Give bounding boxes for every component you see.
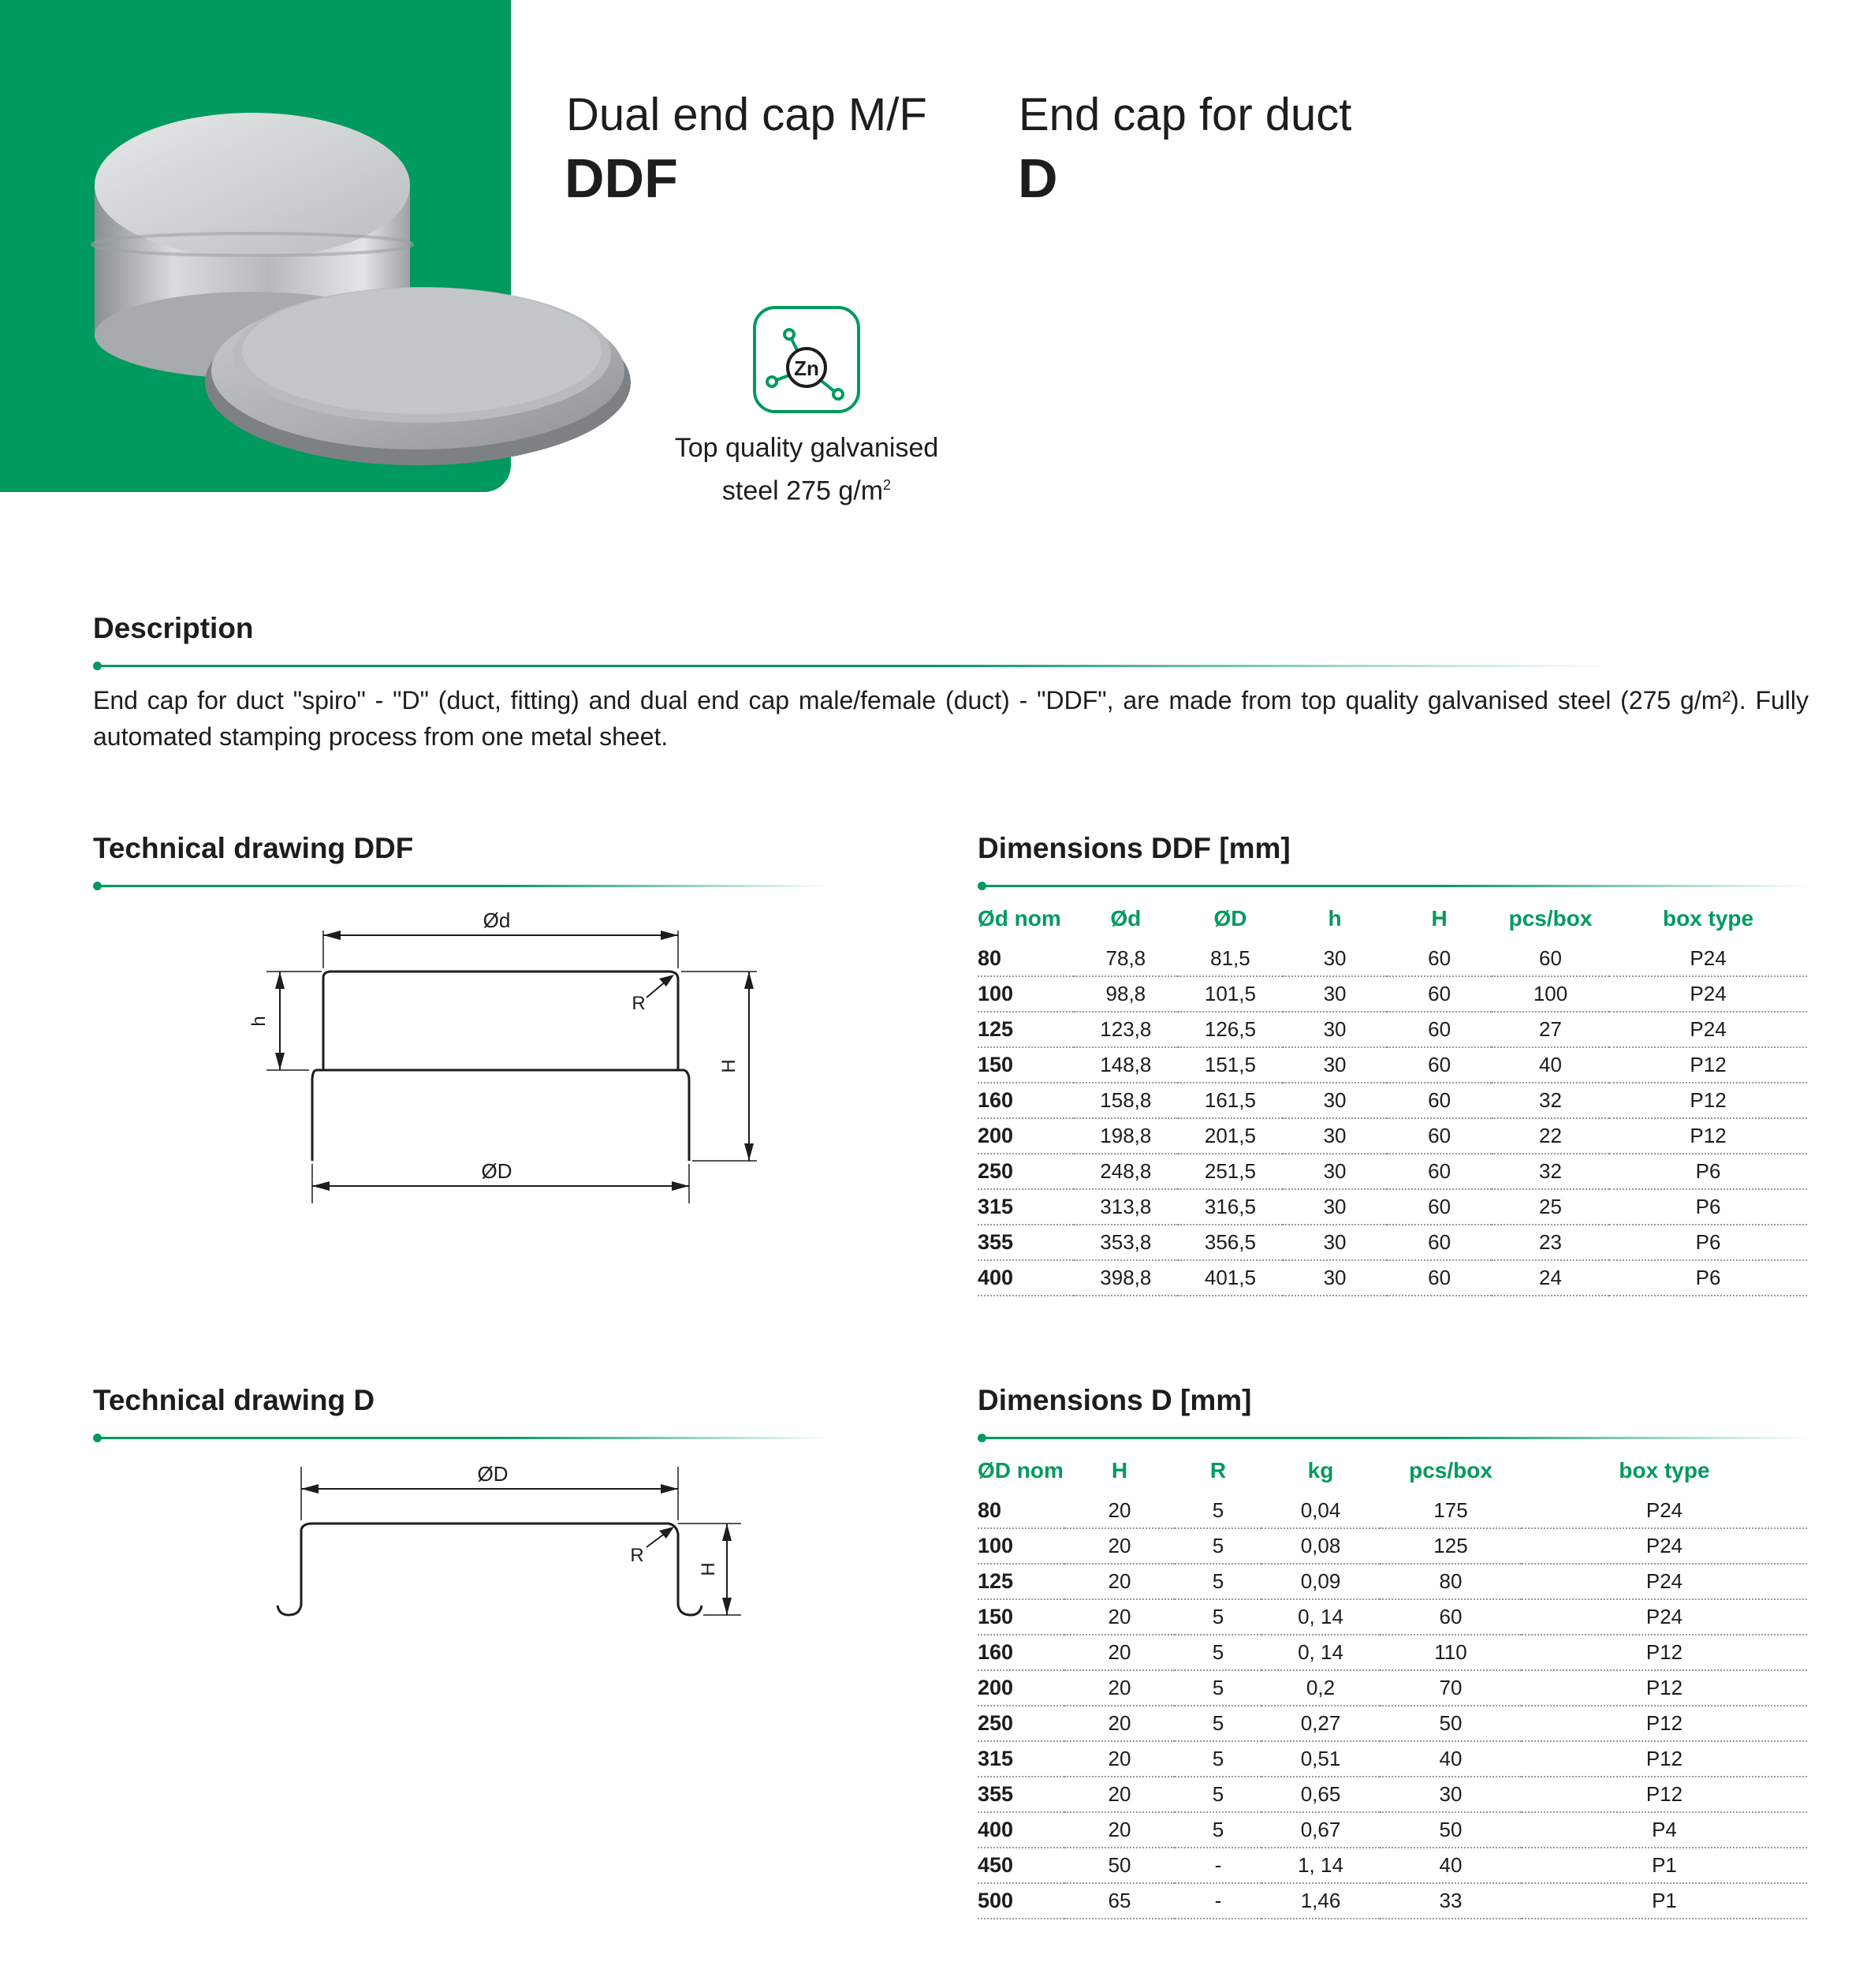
table-cell: P6 <box>1609 1260 1807 1296</box>
table-cell: 150 <box>978 1599 1064 1635</box>
table-cell: 398,8 <box>1074 1260 1179 1296</box>
table-cell: 20 <box>1064 1777 1175 1812</box>
column-header: pcs/box <box>1508 906 1593 931</box>
table-row <box>978 1564 1807 1599</box>
section-rule <box>982 1437 1810 1439</box>
table-cell: 60 <box>1387 1154 1492 1189</box>
table-cell: 20 <box>1064 1670 1175 1706</box>
table-cell: 40 <box>1492 1047 1609 1083</box>
table-cell: 0, 14 <box>1261 1599 1380 1635</box>
table-cell: 20 <box>1064 1564 1175 1599</box>
section-rule <box>98 1437 831 1439</box>
table-cell: 70 <box>1380 1670 1522 1706</box>
table-cell: - <box>1175 1848 1261 1883</box>
table-cell: 126,5 <box>1178 1012 1283 1047</box>
table-row <box>978 1741 1807 1777</box>
table-cell: P12 <box>1522 1741 1807 1777</box>
table-cell: P24 <box>1522 1599 1807 1635</box>
table-cell: 20 <box>1064 1706 1175 1741</box>
table-cell: 80 <box>978 942 1074 976</box>
table-cell: 400 <box>978 1812 1064 1848</box>
column-header: H <box>1111 1458 1128 1483</box>
table-row <box>978 1812 1807 1848</box>
zinc-icon <box>753 306 860 413</box>
table-cell: 30 <box>1283 1260 1388 1296</box>
product1-name: Dual end cap M/F <box>566 89 927 140</box>
table-ddf <box>978 896 1807 1296</box>
column-header: box type <box>1662 906 1754 931</box>
table-cell: 60 <box>1387 1083 1492 1118</box>
table-cell: 60 <box>1387 1189 1492 1225</box>
table-cell: 5 <box>1175 1528 1261 1564</box>
table-cell: 20 <box>1064 1635 1175 1670</box>
drawing-d-label-R: R <box>630 1545 644 1566</box>
table-cell: 400 <box>978 1260 1074 1296</box>
table-cell: 27 <box>1492 1012 1609 1047</box>
drawing-ddf-label-h: h <box>248 1016 270 1027</box>
table-cell: 40 <box>1380 1848 1522 1883</box>
table-d <box>978 1448 1807 1919</box>
table-cell: 40 <box>1380 1741 1522 1777</box>
table-row <box>978 1494 1807 1528</box>
table-cell: 60 <box>1387 1260 1492 1296</box>
table-cell: 23 <box>1492 1225 1609 1260</box>
product2-name: End cap for duct <box>1019 89 1352 140</box>
table-cell: 65 <box>1064 1883 1175 1919</box>
table-cell: 0,08 <box>1261 1528 1380 1564</box>
table-cell: 30 <box>1380 1777 1522 1812</box>
table-cell: 22 <box>1492 1118 1609 1154</box>
table-cell: 0,09 <box>1261 1564 1380 1599</box>
table-cell: P4 <box>1522 1812 1807 1848</box>
drawing-d-heading: Technical drawing D <box>93 1384 375 1416</box>
table-cell: P24 <box>1522 1564 1807 1599</box>
table-cell: 316,5 <box>1178 1189 1283 1225</box>
table-cell: 60 <box>1380 1599 1522 1635</box>
table-cell: 20 <box>1064 1528 1175 1564</box>
column-header: h <box>1328 906 1342 931</box>
table-cell: 175 <box>1380 1494 1522 1528</box>
table-cell: 5 <box>1175 1599 1261 1635</box>
table-cell: 20 <box>1064 1812 1175 1848</box>
table-cell: 5 <box>1175 1812 1261 1848</box>
column-header: ØD nom <box>978 1458 1064 1483</box>
table-cell: 315 <box>978 1741 1064 1777</box>
description-text: End cap for duct "spiro" - "D" (duct, fitting) and dual end cap male/female (duct) - "DDF", are made from top quality galvanised steel (275 g/m²). Fully automated stamping process from one metal sheet. <box>93 686 1809 751</box>
table-cell: 356,5 <box>1178 1225 1283 1260</box>
table-cell: 5 <box>1175 1635 1261 1670</box>
table-cell: 110 <box>1380 1635 1522 1670</box>
table-row <box>978 1012 1807 1047</box>
column-header: pcs/box <box>1409 1458 1492 1483</box>
table-cell: 5 <box>1175 1494 1261 1528</box>
table-cell: 250 <box>978 1154 1074 1189</box>
table-cell: P12 <box>1609 1047 1807 1083</box>
table-cell: 198,8 <box>1074 1118 1179 1154</box>
table-cell: 100 <box>1492 976 1609 1012</box>
table-cell: 353,8 <box>1074 1225 1179 1260</box>
product2-code: D <box>1018 147 1058 209</box>
table-cell: 151,5 <box>1178 1047 1283 1083</box>
drawing-ddf-label-R: R <box>632 993 646 1014</box>
table-cell: 125 <box>978 1012 1074 1047</box>
table-cell: 250 <box>978 1706 1064 1741</box>
table-cell: P24 <box>1609 976 1807 1012</box>
table-d-heading: Dimensions D [mm] <box>978 1384 1252 1416</box>
table-cell: 100 <box>978 976 1074 1012</box>
table-row <box>978 1706 1807 1741</box>
section-rule <box>982 885 1810 887</box>
column-header: kg <box>1307 1458 1334 1483</box>
table-row <box>978 1848 1807 1883</box>
table-row <box>978 1635 1807 1670</box>
technical-drawing-ddf <box>237 899 788 1214</box>
table-row <box>978 1189 1807 1225</box>
table-cell: 0,04 <box>1261 1494 1380 1528</box>
table-cell: 125 <box>978 1564 1064 1599</box>
technical-drawing-d <box>237 1451 773 1632</box>
table-ddf-header-row <box>978 896 1807 942</box>
table-row <box>978 1777 1807 1812</box>
table-cell: 160 <box>978 1635 1064 1670</box>
table-cell: 60 <box>1387 976 1492 1012</box>
table-row <box>978 1260 1807 1296</box>
table-cell: 32 <box>1492 1154 1609 1189</box>
drawing-ddf-label-D: ØD <box>481 1159 512 1183</box>
table-cell: 315 <box>978 1189 1074 1225</box>
table-cell: 80 <box>978 1494 1064 1528</box>
zinc-caption: Top quality galvanised steel 275 $g/m^2$ <box>674 433 939 506</box>
table-cell: 80 <box>1380 1564 1522 1599</box>
table-cell: 248,8 <box>1074 1154 1179 1189</box>
table-cell: 125 <box>1380 1528 1522 1564</box>
table-cell: 5 <box>1175 1670 1261 1706</box>
table-cell: 313,8 <box>1074 1189 1179 1225</box>
table-cell: 98,8 <box>1074 976 1179 1012</box>
column-header: R <box>1209 1458 1227 1483</box>
table-cell: 30 <box>1283 1189 1388 1225</box>
table-cell: 24 <box>1492 1260 1609 1296</box>
drawing-ddf-label-H: H <box>718 1059 740 1073</box>
table-cell: 5 <box>1175 1706 1261 1741</box>
table-row <box>978 1883 1807 1919</box>
table-cell: 30 <box>1283 1118 1388 1154</box>
table-cell: P1 <box>1522 1883 1807 1919</box>
table-cell: P6 <box>1609 1154 1807 1189</box>
table-cell: 5 <box>1175 1777 1261 1812</box>
table-cell: P6 <box>1609 1225 1807 1260</box>
table-cell: 30 <box>1283 1012 1388 1047</box>
table-cell: P12 <box>1609 1118 1807 1154</box>
table-cell: 30 <box>1283 976 1388 1012</box>
table-cell: 123,8 <box>1074 1012 1179 1047</box>
table-cell: P24 <box>1609 942 1807 976</box>
table-cell: P6 <box>1609 1189 1807 1225</box>
table-cell: 60 <box>1387 1047 1492 1083</box>
table-cell: - <box>1175 1883 1261 1919</box>
table-cell: 158,8 <box>1074 1083 1179 1118</box>
table-cell: 30 <box>1283 1083 1388 1118</box>
table-cell: 200 <box>978 1670 1064 1706</box>
table-row <box>978 1047 1807 1083</box>
table-cell: 60 <box>1387 1225 1492 1260</box>
table-row <box>978 1225 1807 1260</box>
table-cell: 5 <box>1175 1564 1261 1599</box>
table-cell: 148,8 <box>1074 1047 1179 1083</box>
table-row <box>978 1599 1807 1635</box>
description-heading: Description <box>93 612 254 644</box>
table-cell: P12 <box>1522 1706 1807 1741</box>
table-row <box>978 1118 1807 1154</box>
table-cell: 355 <box>978 1225 1074 1260</box>
table-cell: 20 <box>1064 1741 1175 1777</box>
table-cell: P1 <box>1522 1848 1807 1883</box>
table-row <box>978 1528 1807 1564</box>
table-cell: 32 <box>1492 1083 1609 1118</box>
table-cell: 60 <box>1492 942 1609 976</box>
table-cell: 0,2 <box>1261 1670 1380 1706</box>
table-cell: 150 <box>978 1047 1074 1083</box>
table-cell: 0,51 <box>1261 1741 1380 1777</box>
drawing-d-label-H: H <box>698 1562 719 1576</box>
table-cell: 161,5 <box>1178 1083 1283 1118</box>
table-row <box>978 1670 1807 1706</box>
column-header: Ød <box>1110 906 1142 931</box>
table-cell: 33 <box>1380 1883 1522 1919</box>
table-cell: P12 <box>1609 1083 1807 1118</box>
table-cell: 60 <box>1387 1118 1492 1154</box>
table-cell: 50 <box>1064 1848 1175 1883</box>
table-cell: P24 <box>1522 1528 1807 1564</box>
table-cell: 20 <box>1064 1599 1175 1635</box>
product1-code: DDF <box>565 147 678 209</box>
column-header: Ød nom <box>978 906 1061 931</box>
drawing-ddf-label-d: Ød <box>483 908 511 932</box>
table-cell: 25 <box>1492 1189 1609 1225</box>
table-cell: 0,27 <box>1261 1706 1380 1741</box>
table-cell: 60 <box>1387 1012 1492 1047</box>
table-cell: 5 <box>1175 1741 1261 1777</box>
table-cell: 101,5 <box>1178 976 1283 1012</box>
column-header: H <box>1431 906 1448 931</box>
table-cell: 1,46 <box>1261 1883 1380 1919</box>
table-cell: 0,67 <box>1261 1812 1380 1848</box>
table-d-header-row <box>978 1448 1807 1494</box>
table-cell: 0, 14 <box>1261 1635 1380 1670</box>
table-cell: 30 <box>1283 1154 1388 1189</box>
table-cell: 1, 14 <box>1261 1848 1380 1883</box>
table-cell: 201,5 <box>1178 1118 1283 1154</box>
zinc-icon-label: Zn <box>794 356 819 380</box>
table-cell: 50 <box>1380 1706 1522 1741</box>
table-cell: 355 <box>978 1777 1064 1812</box>
table-cell: 200 <box>978 1118 1074 1154</box>
table-cell: P12 <box>1522 1635 1807 1670</box>
table-cell: 30 <box>1283 942 1388 976</box>
table-row <box>978 1083 1807 1118</box>
table-row <box>978 942 1807 976</box>
section-rule <box>98 665 1612 667</box>
table-cell: 81,5 <box>1178 942 1283 976</box>
table-cell: P24 <box>1609 1012 1807 1047</box>
section-rule <box>98 885 831 887</box>
table-cell: 50 <box>1380 1812 1522 1848</box>
column-header: ØD <box>1213 906 1247 931</box>
drawing-d-label-D: ØD <box>477 1462 509 1486</box>
table-cell: P12 <box>1522 1670 1807 1706</box>
table-row <box>978 1154 1807 1189</box>
drawing-ddf-heading: Technical drawing DDF <box>93 832 414 864</box>
table-cell: P24 <box>1522 1494 1807 1528</box>
table-cell: 60 <box>1387 942 1492 976</box>
table-cell: 30 <box>1283 1047 1388 1083</box>
table-cell: 100 <box>978 1528 1064 1564</box>
table-cell: 0,65 <box>1261 1777 1380 1812</box>
table-cell: 160 <box>978 1083 1074 1118</box>
table-cell: 20 <box>1064 1494 1175 1528</box>
table-cell: 500 <box>978 1883 1064 1919</box>
table-cell: 30 <box>1283 1225 1388 1260</box>
table-ddf-heading: Dimensions DDF [mm] <box>978 832 1291 864</box>
table-cell: P12 <box>1522 1777 1807 1812</box>
table-row <box>978 976 1807 1012</box>
table-cell: 401,5 <box>1178 1260 1283 1296</box>
table-cell: 251,5 <box>1178 1154 1283 1189</box>
table-cell: 78,8 <box>1074 942 1179 976</box>
table-cell: 450 <box>978 1848 1064 1883</box>
column-header: box type <box>1619 1458 1710 1483</box>
